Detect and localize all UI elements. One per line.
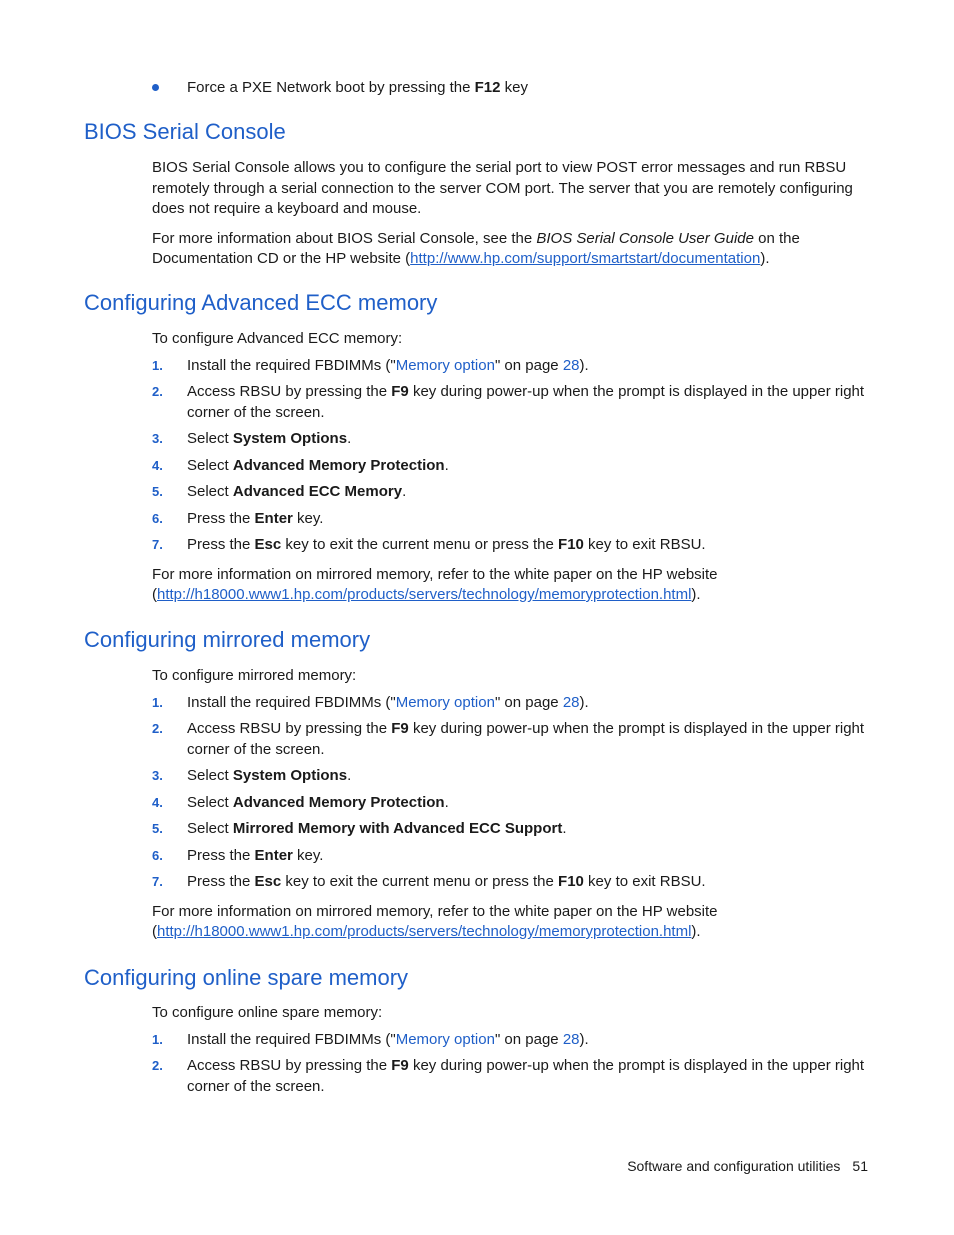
list-item: 1. Install the required FBDIMMs ("Memory option" on page 28).: [152, 1030, 589, 1048]
list-item: 2. Access RBSU by pressing the F9 key during power-up when the prompt is displayed in the upper right corner of the screen.: [152, 383, 865, 421]
ecc-body: [152, 329, 872, 606]
memoryprotection-link[interactable]: http://h18000.www1.hp.com/products/servers/technology/memoryprotection.html: [157, 586, 692, 603]
spare-body: [152, 1003, 872, 1097]
memory-option-link[interactable]: Memory option: [395, 1030, 495, 1048]
list-item: 5. Select Advanced ECC Memory.: [152, 483, 407, 500]
list-item: 7. Press the Esc key to exit the current menu or press the F10 key to exit RBSU.: [152, 536, 706, 553]
intro-text: To configure mirrored memory:: [152, 667, 357, 684]
footer-title: Software and configuration utilities: [627, 1158, 841, 1174]
pxe-bullet: [152, 78, 528, 98]
list-item: 3. Select System Options.: [152, 430, 352, 447]
list-item: 4. Select Advanced Memory Protection.: [152, 793, 449, 811]
heading-mirrored-memory: Configuring mirrored memory: [84, 627, 371, 652]
intro-text: To configure Advanced ECC memory:: [152, 330, 403, 347]
documentation-link[interactable]: http://www.hp.com/support/smartstart/documentation: [410, 250, 761, 267]
bullet-text: Force a PXE Network boot by pressing the: [187, 79, 475, 96]
mirrored-body: [152, 666, 872, 943]
heading-online-spare: Configuring online spare memory: [84, 965, 409, 990]
list-item: 4. Select Advanced Memory Protection.: [152, 456, 449, 474]
list-item: 1. Install the required FBDIMMs ("Memory option" on page 28).: [152, 693, 589, 711]
list-item: 2. Access RBSU by pressing the F9 key during power-up when the prompt is displayed in the upper right corner of the screen.: [152, 720, 865, 758]
bios-body: [152, 158, 872, 270]
guide-title: BIOS Serial Console User Guide: [536, 229, 754, 247]
section-heading: [84, 626, 884, 654]
paragraph: BIOS Serial Console allows you to configure the serial port to view POST error messages and run RBSU remotely through a serial connection to the server COM port. The server that you are remotely configuring does not require a keyboard and mouse.: [152, 159, 853, 217]
bullet-text: key: [500, 79, 529, 96]
page-number: 51: [852, 1158, 868, 1174]
list-item: 1. Install the required FBDIMMs ("Memory option" on page 28).: [152, 356, 589, 374]
steps-list: [152, 356, 872, 556]
steps-list: [152, 1030, 872, 1098]
list-item: 5. Select Mirrored Memory with Advanced ECC Support.: [152, 820, 567, 837]
section-heading: [84, 289, 884, 317]
list-item: 6. Press the Enter key.: [152, 509, 324, 527]
bullet-icon: [152, 84, 159, 91]
page-link[interactable]: 28: [562, 1030, 580, 1048]
page-footer: [627, 1158, 868, 1174]
section-heading: [84, 118, 884, 146]
key-name: F12: [474, 79, 501, 96]
memory-option-link[interactable]: Memory option: [395, 693, 495, 711]
list-item: 3. Select System Options.: [152, 767, 352, 784]
memory-option-link[interactable]: Memory option: [395, 356, 495, 374]
paragraph: For more information on mirrored memory, refer to the white paper on the HP website (http://h18000.www1.hp.com/products/servers/technology/memoryprotection.html).: [152, 902, 718, 940]
page-link[interactable]: 28: [562, 356, 580, 374]
section-heading: [84, 964, 884, 992]
memoryprotection-link[interactable]: http://h18000.www1.hp.com/products/servers/technology/memoryprotection.html: [157, 923, 692, 940]
heading-advanced-ecc: Configuring Advanced ECC memory: [84, 290, 438, 315]
heading-bios-serial-console: BIOS Serial Console: [84, 119, 286, 144]
intro-text: To configure online spare memory:: [152, 1004, 383, 1021]
page-link[interactable]: 28: [562, 693, 580, 711]
list-item: 6. Press the Enter key.: [152, 846, 324, 864]
steps-list: [152, 693, 872, 893]
paragraph: For more information about BIOS Serial Console, see the BIOS Serial Console User Guide on the Documentation CD or the HP website (http://www.hp.com/support/smartstart/documentation).: [152, 229, 800, 267]
list-item: 2. Access RBSU by pressing the F9 key during power-up when the prompt is displayed in the upper right corner of the screen.: [152, 1057, 865, 1095]
paragraph: For more information on mirrored memory, refer to the white paper on the HP website (http://h18000.www1.hp.com/products/servers/technology/memoryprotection.html).: [152, 565, 718, 603]
list-item: 7. Press the Esc key to exit the current menu or press the F10 key to exit RBSU.: [152, 873, 706, 890]
